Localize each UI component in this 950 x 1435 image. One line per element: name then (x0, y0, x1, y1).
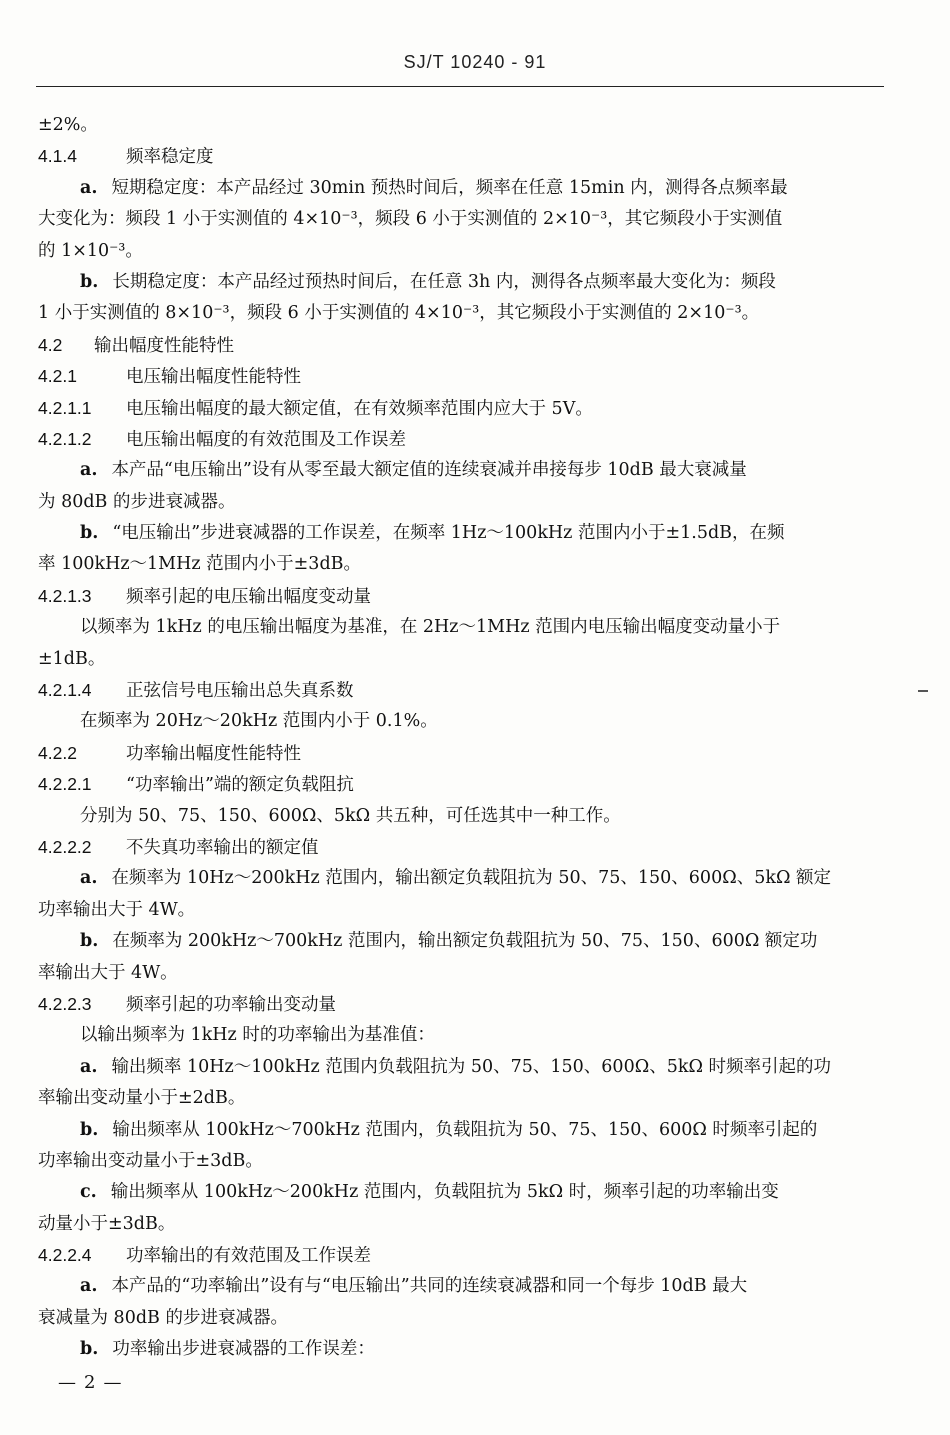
line-text: 输出幅度性能特性 (94, 335, 234, 356)
section-heading (38, 393, 888, 424)
line-text: 输出频率从 100kHz～200kHz 范围内，负载阻抗为 5kΩ 时，频率引起的功率输出变 (110, 1182, 779, 1203)
item-label: b. (80, 271, 99, 292)
item-label: c. (80, 1182, 97, 1203)
header-rule (36, 86, 884, 87)
item-label: b. (80, 523, 99, 544)
line-text: 为 80dB 的步进衰减器。 (38, 491, 236, 512)
section-heading (38, 675, 888, 706)
line-text: “功率输出”端的额定负载阻抗 (126, 775, 354, 796)
list-item-line (38, 1177, 888, 1208)
section-number: 4.2.2.3 (38, 993, 92, 1014)
section-heading (38, 1240, 888, 1271)
section-number: 4.2.1 (38, 366, 77, 387)
line-text: 率输出大于 4W。 (38, 962, 178, 983)
item-label: b. (80, 931, 99, 952)
section-heading (38, 769, 888, 800)
list-item-line (38, 267, 888, 298)
text-line (38, 1020, 888, 1051)
section-heading (38, 832, 888, 863)
item-label: a. (80, 1276, 98, 1297)
section-number: 4.2.1.2 (38, 428, 92, 449)
line-text: 正弦信号电压输出总失真系数 (126, 681, 354, 702)
line-text: 电压输出幅度性能特性 (126, 367, 301, 388)
text-line (38, 204, 888, 235)
item-label: a. (80, 177, 98, 198)
line-text: 1 小于实测值的 8×10⁻³，频段 6 小于实测值的 4×10⁻³，其它频段小于实测值的 2×10⁻³。 (38, 303, 760, 324)
section-heading (38, 989, 888, 1020)
line-text: 频率稳定度 (126, 147, 214, 168)
page-number: — 2 — (58, 1372, 124, 1393)
line-text: ±2%。 (38, 115, 98, 135)
list-item-line (38, 1052, 888, 1083)
section-heading (38, 330, 888, 361)
line-text: 功率输出变动量小于±3dB。 (38, 1150, 263, 1171)
line-text: 在频率为 200kHz～700kHz 范围内，输出额定负载阻抗为 50、75、150、600Ω 额定功 (112, 931, 818, 952)
page-number-value: 2 (84, 1372, 98, 1393)
text-line (38, 236, 888, 267)
line-text: 在频率为 10Hz～200kHz 范围内，输出额定负载阻抗为 50、75、150、600Ω、5kΩ 额定 (111, 868, 832, 889)
line-text: 本产品“电压输出”设有从零至最大额定值的连续衰减并串接每步 10dB 最大衰减量 (111, 460, 747, 481)
scan-mark (918, 690, 928, 692)
section-heading (38, 141, 888, 172)
line-text: 的 1×10⁻³。 (38, 240, 143, 261)
section-number: 4.2.2.2 (38, 836, 92, 857)
list-item-line (38, 1271, 888, 1302)
document-body (38, 110, 888, 1366)
line-text: 输出频率 10Hz～100kHz 范围内负载阻抗为 50、75、150、600Ω、5kΩ 时频率引起的功 (111, 1056, 832, 1077)
line-text: 频率引起的功率输出变动量 (126, 994, 336, 1015)
line-text: “电压输出”步进衰减器的工作误差，在频率 1Hz～100kHz 范围内小于±1.5dB，在频 (112, 523, 785, 544)
section-number: 4.2 (38, 334, 63, 355)
text-line (38, 612, 888, 643)
line-text: 输出频率从 100kHz～700kHz 范围内，负载阻抗为 50、75、150、600Ω 时频率引起的 (112, 1119, 818, 1140)
line-text: 电压输出幅度的最大额定值，在有效频率范围内应大于 5V。 (126, 398, 593, 419)
section-heading (38, 424, 888, 455)
line-text: 衰减量为 80dB 的步进衰减器。 (38, 1307, 288, 1328)
line-text: 本产品的“功率输出”设有与“电压输出”共同的连续衰减器和同一个每步 10dB 最大 (111, 1276, 748, 1297)
item-label: a. (80, 460, 98, 481)
text-line (38, 110, 888, 141)
section-number: 4.1.4 (38, 146, 77, 167)
list-item-line (38, 926, 888, 957)
text-line (38, 1303, 888, 1334)
line-text: 大变化为：频段 1 小于实测值的 4×10⁻³，频段 6 小于实测值的 2×10⁻³，其它频段小于实测值 (38, 209, 783, 230)
line-text: ±1dB。 (38, 648, 106, 669)
list-item-line (38, 863, 888, 894)
line-text: 功率输出步进衰减器的工作误差： (112, 1339, 375, 1360)
line-text: 不失真功率输出的额定值 (126, 837, 319, 858)
line-text: 频率引起的电压输出幅度变动量 (126, 586, 371, 607)
text-line (38, 1146, 888, 1177)
list-item-line (38, 518, 888, 549)
line-text: 电压输出幅度的有效范围及工作误差 (126, 429, 406, 450)
section-heading (38, 361, 888, 392)
text-line (38, 1083, 888, 1114)
section-heading (38, 738, 888, 769)
line-text: 长期稳定度：本产品经过预热时间后，在任意 3h 内，测得各点频率最大变化为：频段 (112, 271, 776, 292)
text-line (38, 487, 888, 518)
line-text: 功率输出的有效范围及工作误差 (126, 1246, 371, 1267)
list-item-line (38, 173, 888, 204)
text-line (38, 801, 888, 832)
line-text: 功率输出大于 4W。 (38, 899, 196, 920)
line-text: 以输出频率为 1kHz 时的功率输出为基准值： (80, 1025, 435, 1046)
text-line (38, 298, 888, 329)
section-number: 4.2.1.3 (38, 585, 92, 606)
section-number: 4.2.2.1 (38, 774, 92, 795)
line-text: 动量小于±3dB。 (38, 1213, 176, 1234)
list-item-line (38, 455, 888, 486)
text-line (38, 1209, 888, 1240)
section-number: 4.2.2 (38, 742, 77, 763)
line-text: 率输出变动量小于±2dB。 (38, 1088, 246, 1109)
section-number: 4.2.2.4 (38, 1245, 92, 1266)
text-line (38, 895, 888, 926)
text-line (38, 706, 888, 737)
item-label: a. (80, 868, 98, 889)
text-line (38, 549, 888, 580)
section-number: 4.2.1.4 (38, 680, 92, 701)
item-label: a. (80, 1056, 98, 1077)
line-text: 以频率为 1kHz 的电压输出幅度为基准，在 2Hz～1MHz 范围内电压输出幅度变动量小于 (80, 617, 781, 638)
line-text: 分别为 50、75、150、600Ω、5kΩ 共五种，可任选其中一种工作。 (80, 805, 621, 826)
item-label: b. (80, 1119, 99, 1140)
line-text: 短期稳定度：本产品经过 30min 预热时间后，频率在任意 15min 内，测得各点频率最 (111, 177, 788, 198)
item-label: b. (80, 1339, 99, 1360)
section-number: 4.2.1.1 (38, 397, 92, 418)
text-line (38, 644, 888, 675)
list-item-line (38, 1334, 888, 1365)
line-text: 率 100kHz～1MHz 范围内小于±3dB。 (38, 554, 362, 575)
section-heading (38, 581, 888, 612)
list-item-line (38, 1115, 888, 1146)
line-text: 功率输出幅度性能特性 (126, 743, 301, 764)
standard-code: SJ/T 10240 - 91 (403, 52, 547, 72)
text-line (38, 958, 888, 989)
line-text: 在频率为 20Hz～20kHz 范围内小于 0.1%。 (80, 711, 438, 732)
